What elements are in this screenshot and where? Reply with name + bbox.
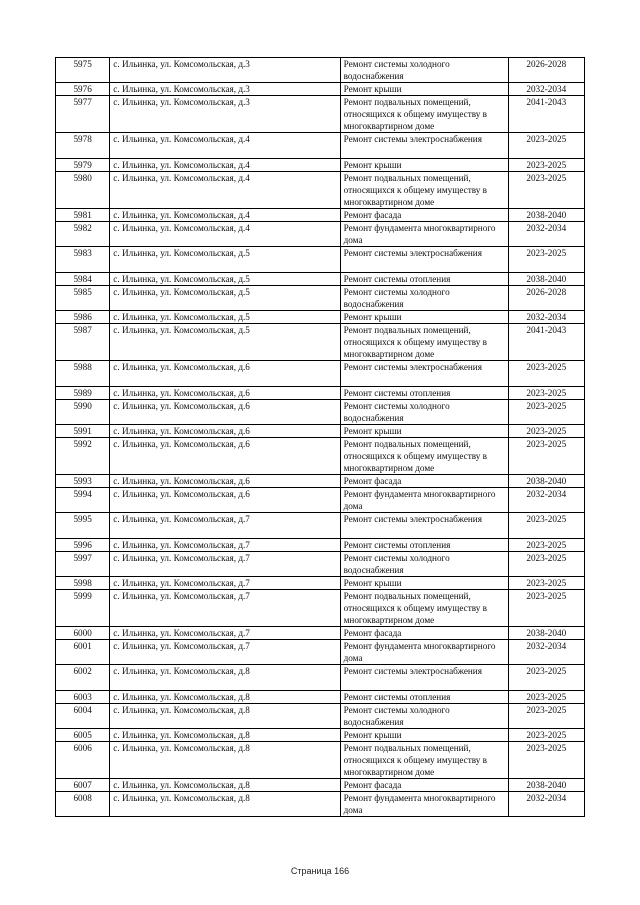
table-row: [56, 488, 585, 513]
row-number: 5990: [56, 400, 110, 425]
row-number: 6007: [56, 779, 110, 792]
row-number: 5992: [56, 438, 110, 475]
row-period: 2032-2034: [508, 222, 584, 247]
row-work-type: Ремонт крыши: [340, 83, 508, 96]
row-work-type: Ремонт системы отопления: [340, 273, 508, 286]
row-number: 5993: [56, 475, 110, 488]
row-number: 5983: [56, 247, 110, 273]
row-period: 2023-2025: [508, 172, 584, 209]
row-work-type: Ремонт крыши: [340, 311, 508, 324]
row-work-type: Ремонт системы электроснабжения: [340, 361, 508, 387]
row-period: 2032-2034: [508, 640, 584, 665]
row-address: с. Ильинка, ул. Комсомольская, д.8: [110, 729, 340, 742]
table-row: [56, 387, 585, 400]
row-address: с. Ильинка, ул. Комсомольская, д.3: [110, 83, 340, 96]
row-work-type: Ремонт подвальных помещений, относящихся к общему имуществу в многоквартирном доме: [340, 742, 508, 779]
table-row: [56, 324, 585, 361]
table-row: [56, 792, 585, 817]
row-period: 2026-2028: [508, 286, 584, 311]
table-row: [56, 779, 585, 792]
row-address: с. Ильинка, ул. Комсомольская, д.7: [110, 590, 340, 627]
row-number: 6001: [56, 640, 110, 665]
row-number: 5987: [56, 324, 110, 361]
row-work-type: Ремонт фундамента многоквартирного дома: [340, 222, 508, 247]
row-work-type: Ремонт фасада: [340, 475, 508, 488]
row-work-type: Ремонт подвальных помещений, относящихся к общему имуществу в многоквартирном доме: [340, 324, 508, 361]
row-period: 2038-2040: [508, 475, 584, 488]
table-row: [56, 209, 585, 222]
row-address: с. Ильинка, ул. Комсомольская, д.4: [110, 159, 340, 172]
row-period: 2023-2025: [508, 387, 584, 400]
table-body: [56, 58, 585, 817]
capital-repair-table: [55, 57, 585, 817]
table-row: [56, 627, 585, 640]
table-row: [56, 247, 585, 273]
row-work-type: Ремонт системы холодного водоснабжения: [340, 704, 508, 729]
row-period: 2023-2025: [508, 665, 584, 691]
row-period: 2032-2034: [508, 311, 584, 324]
row-address: с. Ильинка, ул. Комсомольская, д.5: [110, 324, 340, 361]
row-number: 6000: [56, 627, 110, 640]
table-row: [56, 222, 585, 247]
row-work-type: Ремонт подвальных помещений, относящихся к общему имуществу в многоквартирном доме: [340, 96, 508, 133]
table-row: [56, 729, 585, 742]
row-number: 5997: [56, 552, 110, 577]
row-work-type: Ремонт фундамента многоквартирного дома: [340, 488, 508, 513]
row-work-type: Ремонт крыши: [340, 729, 508, 742]
row-number: 5999: [56, 590, 110, 627]
row-period: 2023-2025: [508, 425, 584, 438]
row-number: 6006: [56, 742, 110, 779]
row-number: 5994: [56, 488, 110, 513]
row-number: 6002: [56, 665, 110, 691]
row-work-type: Ремонт системы электроснабжения: [340, 513, 508, 539]
row-work-type: Ремонт крыши: [340, 577, 508, 590]
row-address: с. Ильинка, ул. Комсомольская, д.5: [110, 247, 340, 273]
table-row: [56, 665, 585, 691]
row-number: 5977: [56, 96, 110, 133]
table-row: [56, 475, 585, 488]
table-row: [56, 539, 585, 552]
row-number: 5998: [56, 577, 110, 590]
row-number: 6004: [56, 704, 110, 729]
table-row: [56, 83, 585, 96]
row-number: 6005: [56, 729, 110, 742]
row-work-type: Ремонт системы электроснабжения: [340, 665, 508, 691]
row-period: 2023-2025: [508, 552, 584, 577]
row-address: с. Ильинка, ул. Комсомольская, д.6: [110, 361, 340, 387]
row-period: 2023-2025: [508, 577, 584, 590]
row-number: 5995: [56, 513, 110, 539]
row-number: 5988: [56, 361, 110, 387]
row-address: с. Ильинка, ул. Комсомольская, д.7: [110, 640, 340, 665]
row-address: с. Ильинка, ул. Комсомольская, д.3: [110, 58, 340, 83]
row-address: с. Ильинка, ул. Комсомольская, д.5: [110, 311, 340, 324]
row-period: 2023-2025: [508, 539, 584, 552]
row-address: с. Ильинка, ул. Комсомольская, д.8: [110, 792, 340, 817]
row-address: с. Ильинка, ул. Комсомольская, д.4: [110, 222, 340, 247]
row-period: 2026-2028: [508, 58, 584, 83]
row-work-type: Ремонт системы электроснабжения: [340, 247, 508, 273]
row-address: с. Ильинка, ул. Комсомольская, д.6: [110, 425, 340, 438]
row-address: с. Ильинка, ул. Комсомольская, д.6: [110, 438, 340, 475]
row-number: 5985: [56, 286, 110, 311]
row-work-type: Ремонт подвальных помещений, относящихся к общему имуществу в многоквартирном доме: [340, 438, 508, 475]
row-address: с. Ильинка, ул. Комсомольская, д.5: [110, 286, 340, 311]
row-work-type: Ремонт системы отопления: [340, 691, 508, 704]
row-address: с. Ильинка, ул. Комсомольская, д.6: [110, 475, 340, 488]
row-period: 2038-2040: [508, 627, 584, 640]
row-period: 2023-2025: [508, 513, 584, 539]
row-period: 2023-2025: [508, 133, 584, 159]
row-number: 5980: [56, 172, 110, 209]
row-period: 2032-2034: [508, 792, 584, 817]
table-row: [56, 704, 585, 729]
row-period: 2023-2025: [508, 247, 584, 273]
row-number: 5981: [56, 209, 110, 222]
row-work-type: Ремонт фундамента многоквартирного дома: [340, 640, 508, 665]
row-work-type: Ремонт системы отопления: [340, 387, 508, 400]
row-number: 6008: [56, 792, 110, 817]
row-period: 2023-2025: [508, 704, 584, 729]
row-address: с. Ильинка, ул. Комсомольская, д.7: [110, 627, 340, 640]
row-address: с. Ильинка, ул. Комсомольская, д.8: [110, 704, 340, 729]
table-row: [56, 172, 585, 209]
row-address: с. Ильинка, ул. Комсомольская, д.8: [110, 742, 340, 779]
table-row: [56, 438, 585, 475]
row-work-type: Ремонт подвальных помещений, относящихся к общему имуществу в многоквартирном доме: [340, 590, 508, 627]
table-row: [56, 513, 585, 539]
row-work-type: Ремонт фасада: [340, 779, 508, 792]
row-number: 5978: [56, 133, 110, 159]
row-period: 2032-2034: [508, 83, 584, 96]
row-period: 2023-2025: [508, 691, 584, 704]
table-row: [56, 311, 585, 324]
row-address: с. Ильинка, ул. Комсомольская, д.8: [110, 691, 340, 704]
row-period: 2023-2025: [508, 400, 584, 425]
row-period: 2023-2025: [508, 742, 584, 779]
row-address: с. Ильинка, ул. Комсомольская, д.8: [110, 779, 340, 792]
row-period: 2023-2025: [508, 590, 584, 627]
row-address: с. Ильинка, ул. Комсомольская, д.7: [110, 552, 340, 577]
row-number: 5986: [56, 311, 110, 324]
row-work-type: Ремонт фасада: [340, 627, 508, 640]
table-row: [56, 552, 585, 577]
row-work-type: Ремонт системы холодного водоснабжения: [340, 58, 508, 83]
row-work-type: Ремонт системы холодного водоснабжения: [340, 400, 508, 425]
row-address: с. Ильинка, ул. Комсомольская, д.8: [110, 665, 340, 691]
row-work-type: Ремонт подвальных помещений, относящихся к общему имуществу в многоквартирном доме: [340, 172, 508, 209]
row-work-type: Ремонт системы электроснабжения: [340, 133, 508, 159]
row-number: 5991: [56, 425, 110, 438]
row-number: 5979: [56, 159, 110, 172]
table-row: [56, 133, 585, 159]
table-row: [56, 577, 585, 590]
table-row: [56, 361, 585, 387]
row-number: 6003: [56, 691, 110, 704]
row-period: 2032-2034: [508, 488, 584, 513]
table-row: [56, 58, 585, 83]
table-row: [56, 400, 585, 425]
row-work-type: Ремонт фасада: [340, 209, 508, 222]
row-work-type: Ремонт системы отопления: [340, 539, 508, 552]
table-row: [56, 96, 585, 133]
row-work-type: Ремонт системы холодного водоснабжения: [340, 286, 508, 311]
row-number: 5989: [56, 387, 110, 400]
table-row: [56, 691, 585, 704]
table-row: [56, 742, 585, 779]
row-period: 2023-2025: [508, 159, 584, 172]
row-period: 2023-2025: [508, 438, 584, 475]
table-row: [56, 425, 585, 438]
row-number: 5982: [56, 222, 110, 247]
row-period: 2041-2043: [508, 96, 584, 133]
row-address: с. Ильинка, ул. Комсомольская, д.4: [110, 209, 340, 222]
row-period: 2038-2040: [508, 779, 584, 792]
row-address: с. Ильинка, ул. Комсомольская, д.7: [110, 577, 340, 590]
row-period: 2023-2025: [508, 361, 584, 387]
row-work-type: Ремонт системы холодного водоснабжения: [340, 552, 508, 577]
row-address: с. Ильинка, ул. Комсомольская, д.6: [110, 400, 340, 425]
row-address: с. Ильинка, ул. Комсомольская, д.7: [110, 539, 340, 552]
row-address: с. Ильинка, ул. Комсомольская, д.4: [110, 133, 340, 159]
row-period: 2038-2040: [508, 273, 584, 286]
row-address: с. Ильинка, ул. Комсомольская, д.6: [110, 387, 340, 400]
row-work-type: Ремонт крыши: [340, 425, 508, 438]
row-work-type: Ремонт фундамента многоквартирного дома: [340, 792, 508, 817]
table-row: [56, 273, 585, 286]
table-row: [56, 286, 585, 311]
row-number: 5996: [56, 539, 110, 552]
row-number: 5976: [56, 83, 110, 96]
row-period: 2041-2043: [508, 324, 584, 361]
row-work-type: Ремонт крыши: [340, 159, 508, 172]
row-address: с. Ильинка, ул. Комсомольская, д.6: [110, 488, 340, 513]
row-address: с. Ильинка, ул. Комсомольская, д.3: [110, 96, 340, 133]
row-number: 5984: [56, 273, 110, 286]
row-address: с. Ильинка, ул. Комсомольская, д.5: [110, 273, 340, 286]
row-address: с. Ильинка, ул. Комсомольская, д.4: [110, 172, 340, 209]
page-number: Страница 166: [290, 866, 350, 876]
table-row: [56, 590, 585, 627]
table-row: [56, 640, 585, 665]
row-number: 5975: [56, 58, 110, 83]
row-period: 2038-2040: [508, 209, 584, 222]
row-period: 2023-2025: [508, 729, 584, 742]
row-address: с. Ильинка, ул. Комсомольская, д.7: [110, 513, 340, 539]
table-row: [56, 159, 585, 172]
